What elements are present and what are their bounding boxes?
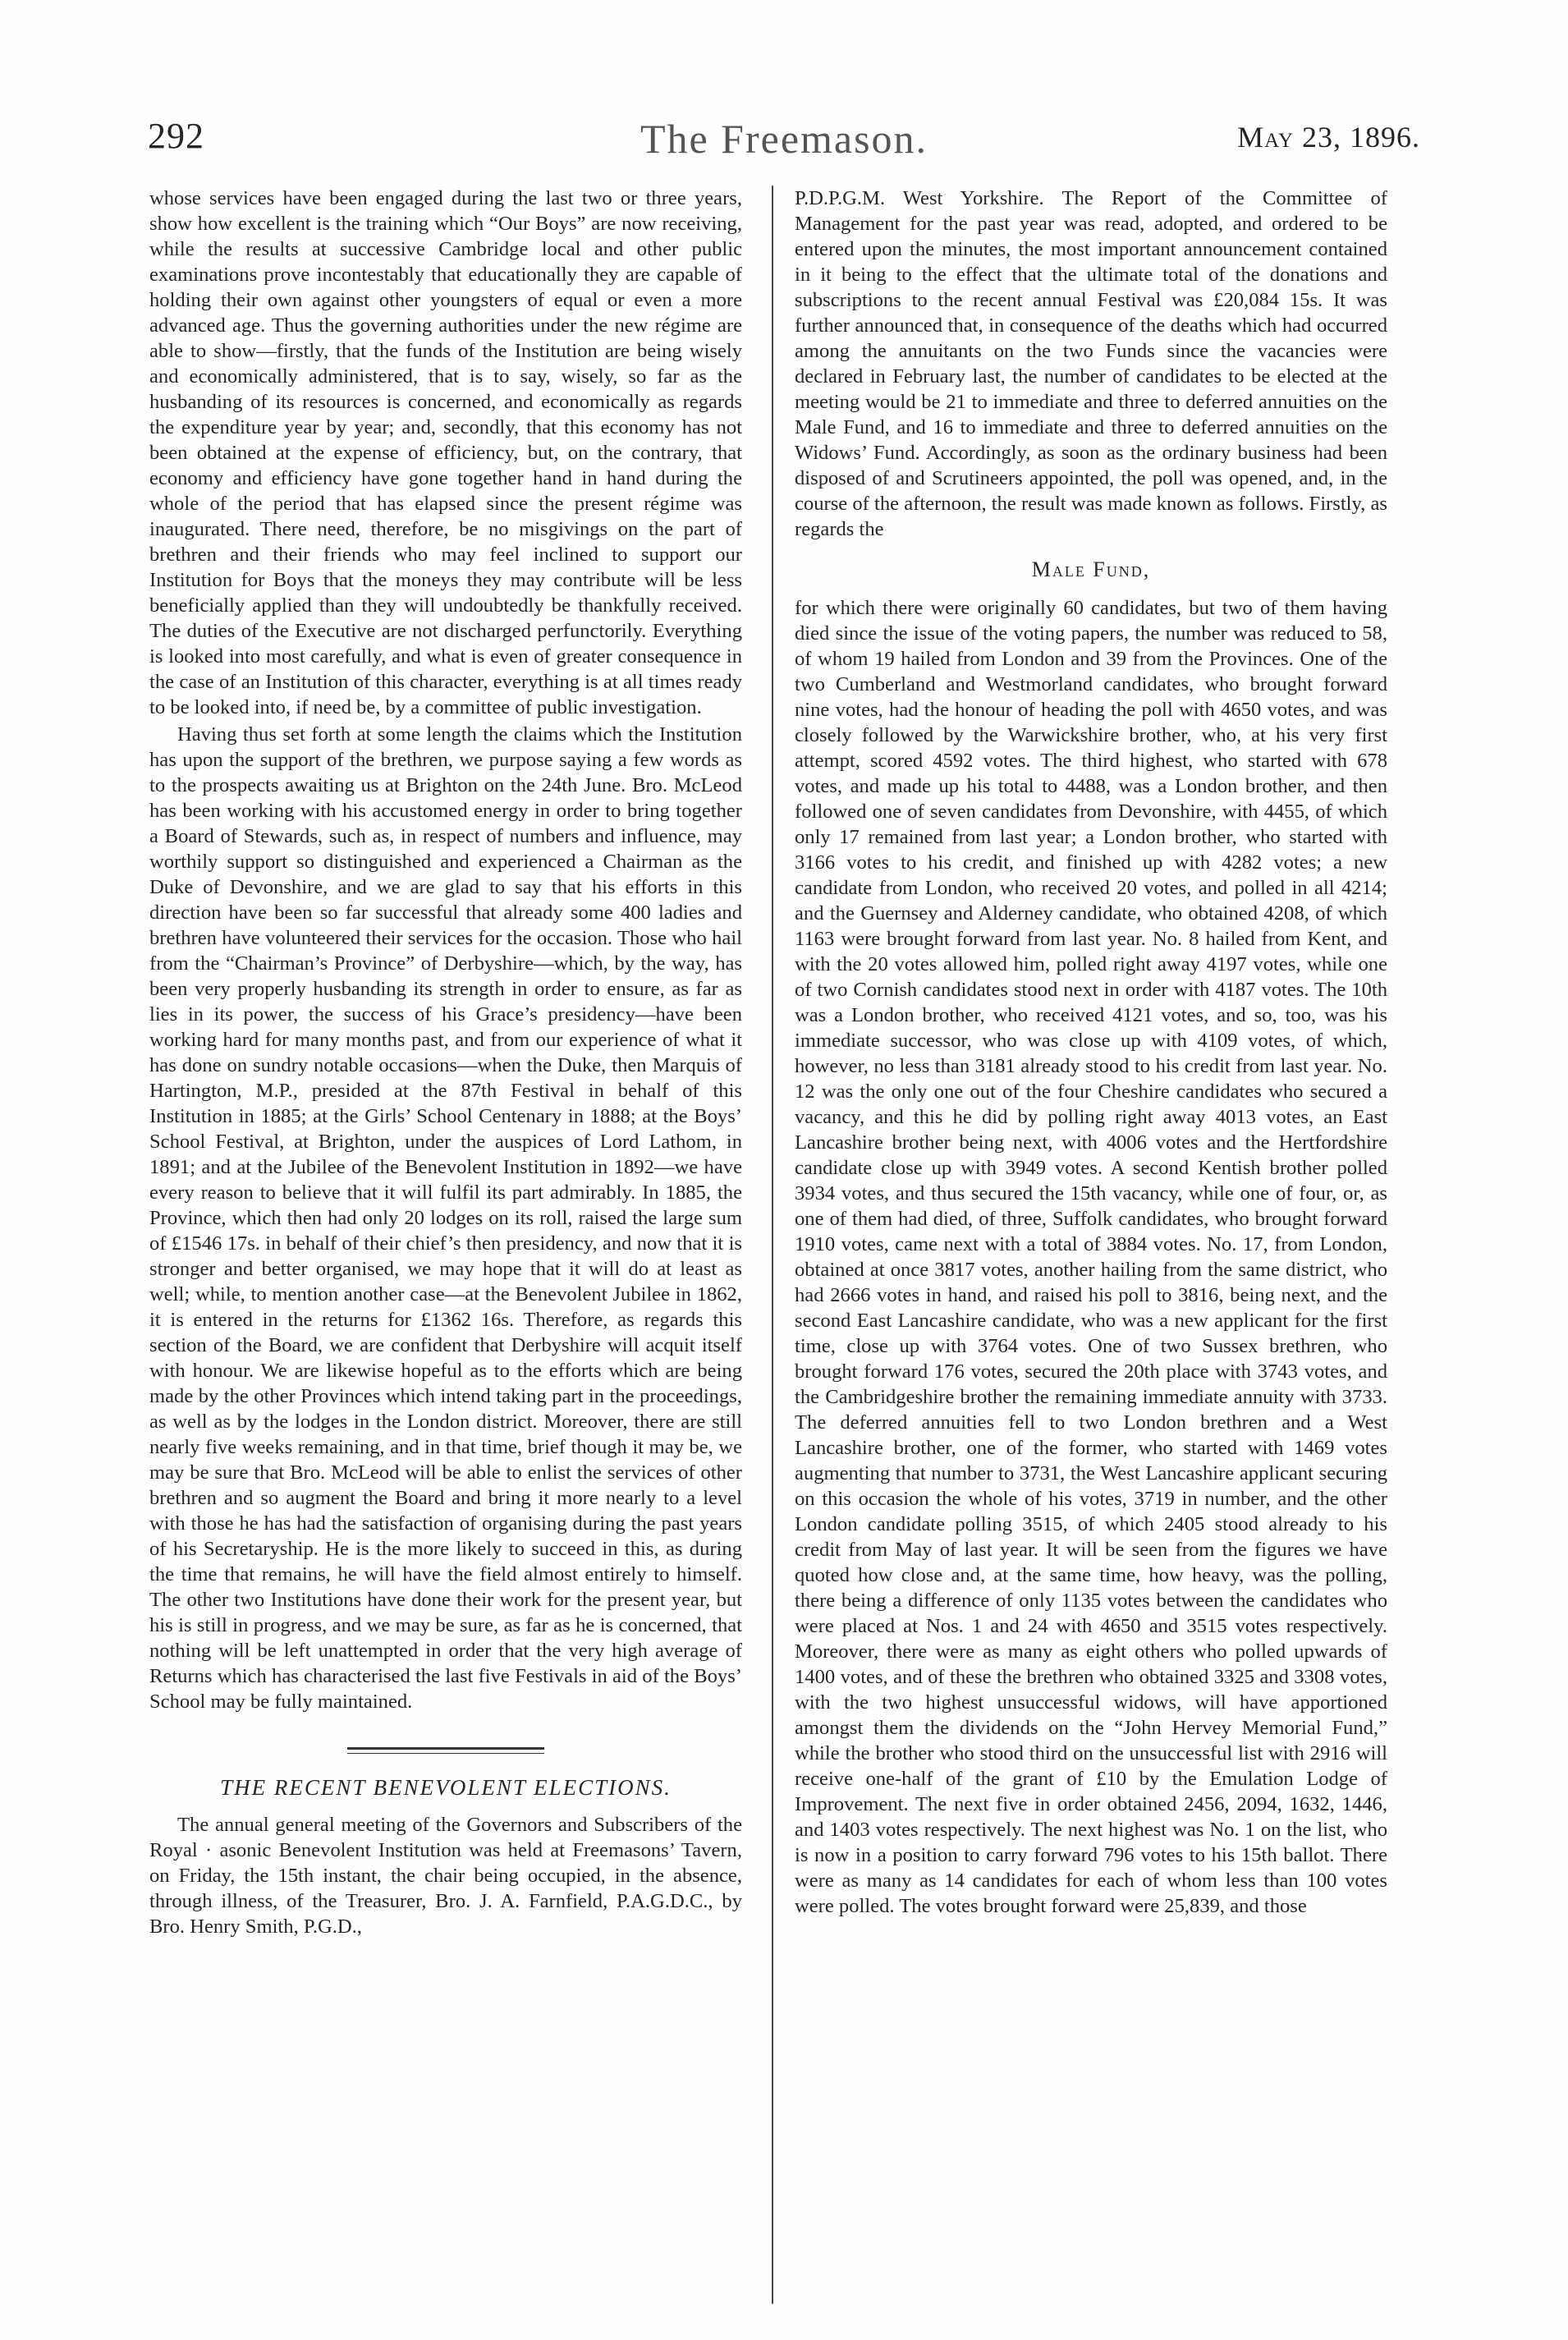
right-column — [795, 186, 1387, 1919]
article-paragraph: whose services have been engaged during the last two or three years, show how excellent is the training which “Our Boys” are now receiving, while the results at successive Cambridge local and other public examinations prove incontestably that educationally they are capable of holding their own against other youngsters of equal or even a more advanced age. Thus the governing authorities under the new régime are able to show—firstly, that the funds of the Institution are being wisely and economically administered, that is to say, wisely, so far as the husbanding of its resources is concerned, and economically as regards the expenditure year by year; and, secondly, that this economy has not been obtained at the expense of efficiency, but, on the contrary, that economy and efficiency have gone together hand in hand during the whole of the period that has elapsed since the present régime was inaugurated. There need, therefore, be no misgivings on the part of brethren and their friends who may feel inclined to support our Institution for Boys that the moneys they may contribute will be less beneficially applied than they will undoubtedly be thankfully received. The duties of the Executive are not discharged perfunctorily. Everything is looked into most carefully, and what is even of greater consequence in the case of an Institution of this character, everything is at all times ready to be looked into, if need be, by a committee of public investigation. — [149, 187, 742, 718]
issue-date-month: May — [1237, 121, 1294, 154]
section-title: THE RECENT BENEVOLENT ELECTIONS. — [220, 1775, 672, 1800]
masthead: The Freemason. — [640, 116, 928, 162]
issue-date — [1237, 120, 1420, 154]
article-paragraph: Having thus set forth at some length the claims which the Institution has upon the support of the brethren, we purpose saying a few words as to the prospects awaiting us at Brighton on the 24th June. Bro. McLeod has been working with his accustomed energy in order to bring together a Board of Stewards, such as, in respect of numbers and influence, may worthily support so distinguished and experienced a Chairman as the Duke of Devonshire, and we are glad to say that his efforts in this direction have been so far successful that already some 400 ladies and brethren have volunteered their services for the occasion. Those who hail from the “Chairman’s Province” of Derbyshire—which, by the way, has been very properly husbanding its strength in order to ensure, as far as lies in its power, the success of his Grace’s presidency—have been working hard for many months past, and from our experience of what it has done on sundry notable occasions—when the Duke, then Marquis of Hartington, M.P., presided at the 87th Festival in behalf of this Institution in 1885; at the Girls’ School Centenary in 1888; at the Boys’ School Festival, at Brighton, under the auspices of Lord Lathom, in 1891; and at the Jubilee of the Benevolent Institution in 1892—we have every reason to believe that it will fulfil its part admirably. In 1885, the Province, which then had only 20 lodges on its roll, raised the large sum of £1546 17s. in behalf of their chief’s then presidency, and now that it is stronger and better organised, we may hope that it will do at least as well; while, to mention another case—at the Benevolent Jubilee in 1862, it is entered in the returns for £1362 16s. Therefore, as regards this section of the Board, we are confident that Derbyshire will acquit itself with honour. We are likewise hopeful as to the efforts which are being made by the other Provinces which intend taking part in the proceedings, as well as by the lodges in the London district. Moreover, there are still nearly five weeks remaining, and in that time, brief though it may be, we may be sure that Bro. McLeod will be able to enlist the services of other brethren and so augment the Board and bring it more nearly to a level with those he has had the satisfaction of organising during the past years of his Secretaryship. He is the more likely to succeed in this, as during the time that remains, he will have the field almost entirely to himself. The other two Institutions have done their work for the present year, but his is still in progress, and we may be sure, as far as he is concerned, that nothing will be left unattempted in order that the very high average of Returns which has characterised the last five Festivals in aid of the Boys’ School may be fully maintained. — [149, 723, 742, 1713]
article-paragraph: for which there were originally 60 candidates, but two of them having died since the issue of the voting papers, the number was reduced to 58, of whom 19 hailed from London and 39 from the Provinces. One of the two Cumberland and Westmorland candidates, who brought forward nine votes, had the honour of heading the poll with 4650 votes, and was closely followed by the Warwickshire brother, who, at his very first attempt, scored 4592 votes. The third highest, who started with 678 votes, and made up his total to 4488, was a London brother, and then followed one of seven candidates from Devonshire, with 4455, of which only 17 remained from last year; a London brother, who started with 3166 votes to his credit, and finished up with 4282 votes; a new candidate from London, who received 20 votes, and polled in all 4214; and the Guernsey and Alderney candidate, who obtained 4208, of which 1163 were brought forward from last year. No. 8 hailed from Kent, and with the 20 votes allowed him, polled right away 4197 votes, while one of two Cornish candidates stood next in order with 4187 votes. The 10th was a London brother, who received 4121 votes, and so, too, was his immediate successor, who was close up with 4109 votes, of which, however, no less than 3181 already stood to his credit from last year. No. 12 was the only one out of the four Cheshire candidates who secured a vacancy, and this he did by polling right away 4013 votes, an East Lancashire brother being next, with 4006 votes and the Hertfordshire candidate close up with 3949 votes. A second Kentish brother polled 3934 votes, and thus secured the 15th vacancy, while one of four, or, as one of them had died, of three, Suffolk candidates, who brought forward 1910 votes, came next with a total of 3884 votes. No. 17, from London, obtained at once 3817 votes, another hailing from the same district, who had 2666 votes in hand, and raised his poll to 3816, being next, and the second East Lancashire candidate, who was a new applicant for the first time, close up with 3764 votes. One of two Sussex brethren, who brought forward 176 votes, secured the 20th place with 3743 votes, and the Cambridgeshire brother the remaining immediate annuity with 3733. The deferred annuities fell to two London brethren and a West Lancashire brother, one of the former, who started with 1469 votes augmenting that number to 3731, the West Lancashire applicant securing on this occasion the whole of his votes, 3719 in number, and the other London candidate polling 3515, of which 2405 stood already to his credit from May of last year. It will be seen from the figures we have quoted how close and, at the same time, how heavy, was the polling, there being a difference of only 1135 votes between the candidates who were placed at Nos. 1 and 24 with 4650 and 3515 votes respectively. Moreover, there were as many as eight others who polled upwards of 1400 votes, and of these the brethren who obtained 3325 and 3308 votes, with the two highest unsuccessful widows, will have apportioned amongst them the dividends on the “John Hervey Memorial Fund,” while the brother who stood third on the unsuccessful list with 2916 will receive one-half of the grant of £10 by the Emulation Lodge of Improvement. The next five in order obtained 2456, 2094, 1632, 1446, and 1403 votes respectively. The next highest was No. 1 on the list, who is now in a position to carry forward 796 votes to his 15th ballot. There were as many as 14 candidates for each of whom less than 100 votes were polled. The votes brought forward were 25,839, and those — [795, 597, 1387, 1917]
page-header — [148, 115, 1420, 164]
article-paragraph: P.D.P.G.M. West Yorkshire. The Report of the Committee of Management for the past year was read, adopted, and ordered to be entered upon the minutes, the most important announcement contained in it being to the effect that the ultimate total of the donations and subscriptions to the recent annual Festival was £20,084 15s. It was further announced that, in consequence of the deaths which had occurred among the annuitants on the two Funds since the vacancies were declared in February last, the number of candidates to be elected at the meeting would be 21 to immediate and three to deferred annuities on the Male Fund, and 16 to immediate and three to deferred annuities on the Widows’ Fund. Accordingly, as soon as the ordinary business had been disposed of and Scrutineers appointed, the poll was opened, and, in the course of the afternoon, the result was made known as follows. Firstly, as regards the — [795, 187, 1387, 540]
left-column — [149, 186, 742, 1939]
subheading-male-fund: Male Fund, — [1031, 557, 1151, 581]
article-paragraph: The annual general meeting of the Governors and Subscribers of the Royal · asonic Benevolent Institution was held at Freemasons’ Tavern, on Friday, the 15th instant, the chair being occupied, in the absence, through illness, of the Treasurer, Bro. J. A. Farnfield, P.A.G.D.C., by Bro. Henry Smith, P.G.D., — [149, 1814, 742, 1938]
issue-date-rest: 23, 1896. — [1294, 121, 1420, 154]
page-number: 292 — [148, 116, 204, 156]
section-divider — [347, 1747, 544, 1754]
column-divider — [772, 186, 773, 2304]
